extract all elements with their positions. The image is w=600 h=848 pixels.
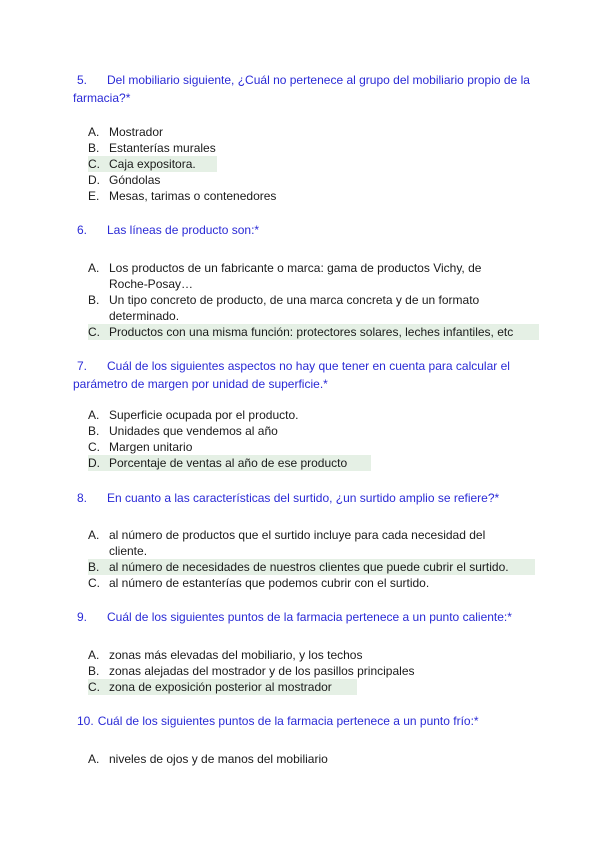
option-letter: A. [88,261,100,275]
option-text: Mostrador [109,125,164,139]
option-a [88,407,528,423]
option-e [88,188,528,204]
option-letter: A. [88,752,100,766]
option-text: zona de exposición posterior al mostrador [109,680,332,694]
option-letter: A. [88,648,100,662]
question-text: Cuál de los siguientes puntos de la farmacia pertenece a un punto caliente:* [107,610,512,624]
option-text: Productos con una misma función: protectores solares, leches infantiles, etc [109,325,514,339]
option-text: zonas alejadas del mostrador y de los pasillos principales [109,664,415,678]
option-letter: B. [88,664,100,678]
option-a [88,260,508,292]
option-d-correct [88,455,371,471]
option-b [88,140,528,156]
option-text: Porcentaje de ventas al año de ese producto [109,456,348,470]
option-letter: D. [88,456,100,470]
option-text: Unidades que vendemos al año [109,424,278,438]
question-5 [73,71,533,107]
question-text: Las líneas de producto son:* [107,223,260,237]
option-letter: B. [88,560,100,574]
option-b-correct [88,559,535,575]
question-number: 7. [77,359,88,373]
option-letter: A. [88,408,100,422]
option-letter: B. [88,424,100,438]
question-number: 9. [77,610,88,624]
option-text: al número de necesidades de nuestros clientes que puede cubrir el surtido. [109,560,509,574]
option-text: Góndolas [109,173,161,187]
question-number: 6. [77,223,88,237]
option-text: Estanterías murales [109,141,216,155]
option-b [88,663,528,679]
option-text: zonas más elevadas del mobiliario, y los techos [109,648,363,662]
option-text: Superficie ocupada por el producto. [109,408,299,422]
option-letter: D. [88,173,100,187]
options-list [88,260,514,340]
question-6 [73,221,533,239]
question-9 [73,608,533,626]
option-text: Caja expositora. [109,157,196,171]
option-c-correct [88,324,539,340]
question-text: Cuál de los siguientes puntos de la farmacia pertenece a un punto frío:* [97,714,479,728]
option-text: Los productos de un fabricante o marca: gama de productos Vichy, de Roche-Posay… [109,261,482,291]
options-list [88,407,528,471]
question-8 [73,489,533,507]
option-a [88,124,528,140]
option-a [88,751,528,767]
options-list [88,647,528,695]
options-list [88,527,508,591]
question-number: 5. [77,73,88,87]
option-letter: E. [88,189,100,203]
question-number: 8. [77,491,88,505]
option-letter: B. [88,141,100,155]
option-c-correct [88,679,357,695]
option-text: Un tipo concreto de producto, de una marca concreta y de un formato determinado. [109,293,480,323]
option-b [88,292,508,324]
option-text: al número de estanterías que podemos cubrir con el surtido. [109,576,430,590]
option-letter: C. [88,157,100,171]
option-b [88,423,528,439]
option-letter: C. [88,325,100,339]
option-letter: A. [88,125,100,139]
option-a [88,647,528,663]
option-text: Mesas, tarimas o contenedores [109,189,277,203]
question-text: Cuál de los siguientes aspectos no hay que tener en cuenta para calcular el parámetro de margen por unidad de superficie.* [73,359,510,391]
question-number: 10. [77,714,94,728]
options-list [88,751,528,767]
question-10 [73,712,533,730]
question-text: Del mobiliario siguiente, ¿Cuál no pertenece al grupo del mobiliario propio de la farmacia?* [73,73,530,105]
option-text: niveles de ojos y de manos del mobiliario [109,752,328,766]
option-d [88,172,528,188]
option-c-correct [88,156,217,172]
option-letter: A. [88,528,100,542]
options-list [88,124,528,204]
option-text: al número de productos que el surtido incluye para cada necesidad del cliente. [109,528,486,558]
option-c [88,575,508,591]
option-letter: C. [88,680,100,694]
option-c [88,439,528,455]
option-a [88,527,508,559]
option-letter: B. [88,293,100,307]
option-letter: C. [88,440,100,454]
option-text: Margen unitario [109,440,193,454]
option-letter: C. [88,576,100,590]
question-7 [73,357,523,393]
question-text: En cuanto a las características del surtido, ¿un surtido amplio se refiere?* [107,491,500,505]
